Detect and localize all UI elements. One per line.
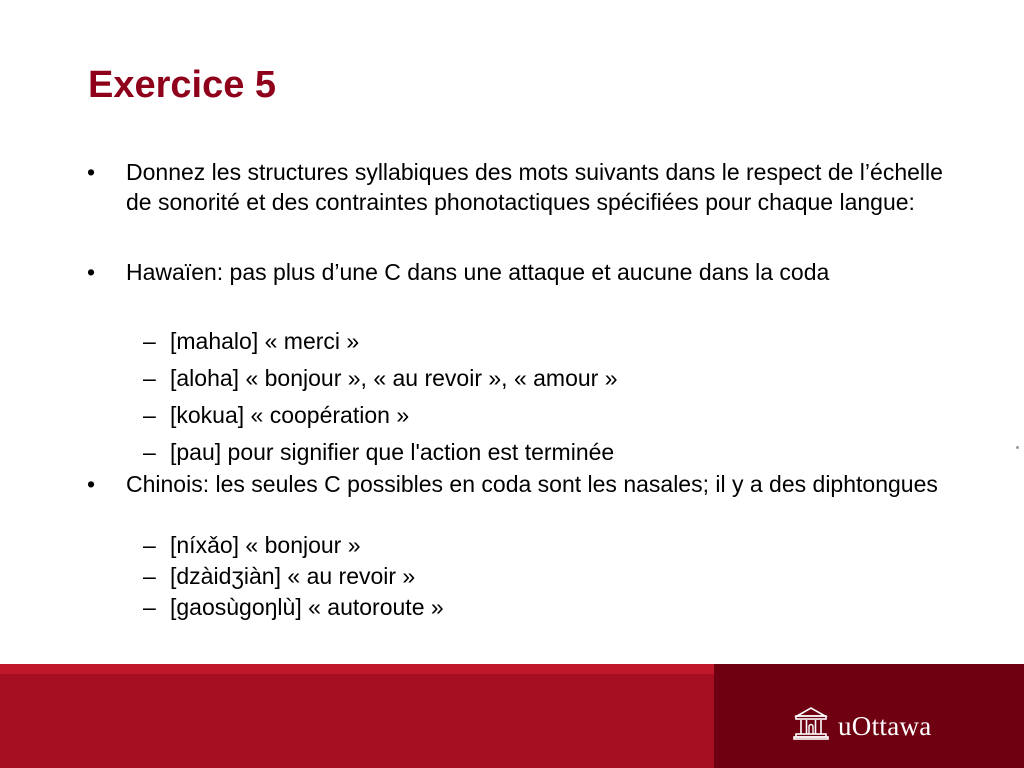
sub-item-aloha: [aloha] « bonjour », « au revoir », « amour » [170, 365, 618, 391]
footer-band [0, 674, 714, 768]
sub-item-pau: [pau] pour signifier que l'action est terminée [170, 439, 615, 465]
dash-marker: – [143, 365, 156, 391]
bullet-marker: • [87, 259, 96, 285]
dash-marker: – [143, 594, 156, 620]
sub-item-gaosugonglu: [gaosùgoŋlù] « autoroute » [170, 594, 444, 620]
bullet-chinese: Chinois: les seules C possibles en coda sont les nasales; il y a des diphtongues [126, 471, 938, 497]
decorative-dot [1016, 446, 1019, 449]
dash-marker: – [143, 402, 156, 428]
dash-marker: – [143, 563, 156, 589]
sub-item-kokua: [kokua] « coopération » [170, 402, 410, 428]
sub-item-nixao: [níxǎo] « bonjour » [170, 532, 361, 558]
bullet-instructions: Donnez les structures syllabiques des mots suivants dans le respect de l’échelle de sonorité et des contraintes phonotactiques spécifiées pour chaque langue: [126, 159, 943, 215]
dash-marker: – [143, 532, 156, 558]
bullet-marker: • [87, 471, 96, 497]
bullet-marker: • [87, 159, 96, 185]
dash-marker: – [143, 328, 156, 354]
sub-item-mahalo: [mahalo] « merci » [170, 328, 360, 354]
logo-text: uOttawa [838, 711, 932, 741]
bullet-hawaiian: Hawaïen: pas plus d’une C dans une attaque et aucune dans la coda [126, 259, 830, 285]
slide-title: Exercice 5 [88, 64, 277, 106]
dash-marker: – [143, 439, 156, 465]
sub-item-dzaidziian: [dzàidʒiàn] « au revoir » [170, 563, 416, 589]
building-icon [793, 705, 829, 741]
